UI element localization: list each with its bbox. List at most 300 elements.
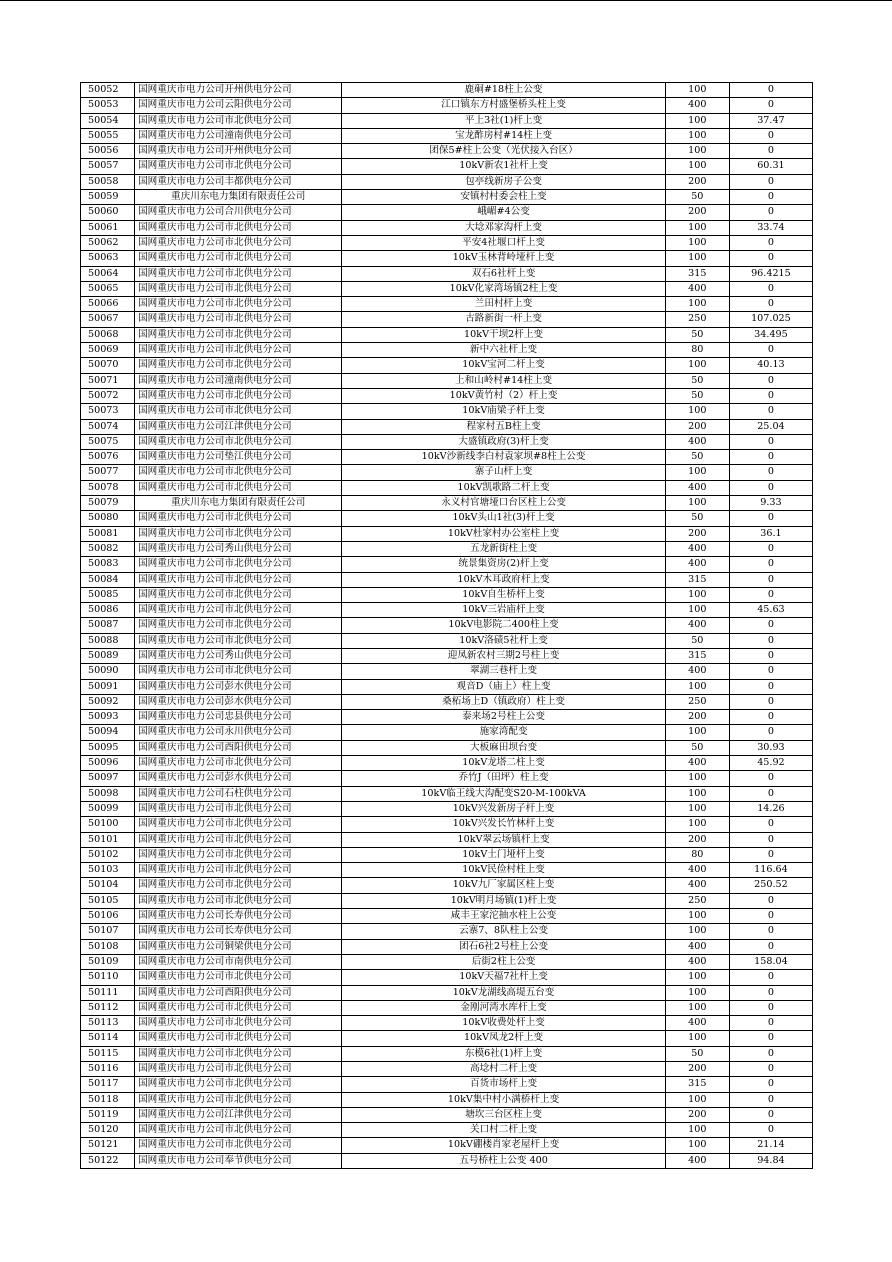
transformer-name-cell: 10kV兴发长竹林杆上变 bbox=[342, 817, 665, 832]
table-row bbox=[81, 480, 813, 495]
capacity-cell: 50 bbox=[665, 633, 729, 648]
company-cell: 国网重庆市电力公司市北供电分公司 bbox=[135, 1062, 342, 1077]
company-cell: 国网重庆市电力公司市北供电分公司 bbox=[135, 358, 342, 373]
table-row bbox=[81, 985, 813, 1000]
row-id-cell: 50086 bbox=[81, 603, 135, 618]
company-cell: 国网重庆市电力公司秀山供电分公司 bbox=[135, 648, 342, 663]
company-cell: 重庆川东电力集团有限责任公司 bbox=[135, 190, 342, 205]
row-id-cell: 50055 bbox=[81, 128, 135, 143]
capacity-cell: 100 bbox=[665, 1031, 729, 1046]
table-row bbox=[81, 939, 813, 954]
value-cell: 0 bbox=[729, 1092, 812, 1107]
value-cell: 0 bbox=[729, 190, 812, 205]
transformer-name-cell: 鹿硐#18柱上公变 bbox=[342, 83, 665, 98]
transformer-name-cell: 关口村二杆上变 bbox=[342, 1123, 665, 1138]
value-cell: 0 bbox=[729, 1046, 812, 1061]
table-row bbox=[81, 83, 813, 98]
transformer-name-cell: 迎凤新农村三期2号柱上变 bbox=[342, 648, 665, 663]
value-cell: 0 bbox=[729, 664, 812, 679]
row-id-cell: 50052 bbox=[81, 83, 135, 98]
company-cell: 国网重庆市电力公司市北供电分公司 bbox=[135, 1077, 342, 1092]
capacity-cell: 200 bbox=[665, 832, 729, 847]
row-id-cell: 50120 bbox=[81, 1123, 135, 1138]
transformer-name-cell: 程家村五B柱上变 bbox=[342, 419, 665, 434]
row-id-cell: 50076 bbox=[81, 450, 135, 465]
row-id-cell: 50073 bbox=[81, 404, 135, 419]
company-cell: 国网重庆市电力公司市北供电分公司 bbox=[135, 893, 342, 908]
table-row bbox=[81, 1016, 813, 1031]
row-id-cell: 50071 bbox=[81, 373, 135, 388]
row-id-cell: 50082 bbox=[81, 541, 135, 556]
company-cell: 国网重庆市电力公司彭水供电分公司 bbox=[135, 679, 342, 694]
transformer-name-cell: 10kV凤龙2杆上变 bbox=[342, 1031, 665, 1046]
table-row bbox=[81, 909, 813, 924]
row-id-cell: 50060 bbox=[81, 205, 135, 220]
table-row bbox=[81, 281, 813, 296]
capacity-cell: 250 bbox=[665, 893, 729, 908]
table-row bbox=[81, 358, 813, 373]
capacity-cell: 100 bbox=[665, 235, 729, 250]
capacity-cell: 100 bbox=[665, 358, 729, 373]
value-cell: 30.93 bbox=[729, 740, 812, 755]
transformer-name-cell: 10kV土门垭杆上变 bbox=[342, 847, 665, 862]
transformer-name-cell: 10kV明月场镇(1)杆上变 bbox=[342, 893, 665, 908]
table-row bbox=[81, 113, 813, 128]
row-id-cell: 50066 bbox=[81, 297, 135, 312]
table-row bbox=[81, 312, 813, 327]
row-id-cell: 50059 bbox=[81, 190, 135, 205]
table-row bbox=[81, 817, 813, 832]
value-cell: 34.495 bbox=[729, 327, 812, 342]
row-id-cell: 50108 bbox=[81, 939, 135, 954]
capacity-cell: 100 bbox=[665, 496, 729, 511]
value-cell: 60.31 bbox=[729, 159, 812, 174]
transformer-name-cell: 宝龙酢房村#14柱上变 bbox=[342, 128, 665, 143]
row-id-cell: 50063 bbox=[81, 251, 135, 266]
table-row bbox=[81, 174, 813, 189]
company-cell: 国网重庆市电力公司市北供电分公司 bbox=[135, 557, 342, 572]
transformer-name-cell: 大板麻田坝台变 bbox=[342, 740, 665, 755]
value-cell: 0 bbox=[729, 511, 812, 526]
table-row bbox=[81, 465, 813, 480]
capacity-cell: 80 bbox=[665, 343, 729, 358]
company-cell: 国网重庆市电力公司市北供电分公司 bbox=[135, 281, 342, 296]
row-id-cell: 50064 bbox=[81, 266, 135, 281]
table-row bbox=[81, 1046, 813, 1061]
row-id-cell: 50090 bbox=[81, 664, 135, 679]
table-row bbox=[81, 235, 813, 250]
transformer-name-cell: 10kV天福7社杆上变 bbox=[342, 970, 665, 985]
value-cell: 0 bbox=[729, 618, 812, 633]
value-cell: 37.47 bbox=[729, 113, 812, 128]
capacity-cell: 100 bbox=[665, 113, 729, 128]
table-row bbox=[81, 970, 813, 985]
value-cell: 0 bbox=[729, 893, 812, 908]
row-id-cell: 50053 bbox=[81, 98, 135, 113]
value-cell: 14.26 bbox=[729, 801, 812, 816]
table-row bbox=[81, 450, 813, 465]
value-cell: 0 bbox=[729, 144, 812, 159]
company-cell: 国网重庆市电力公司奉节供电分公司 bbox=[135, 1153, 342, 1168]
company-cell: 国网重庆市电力公司市北供电分公司 bbox=[135, 251, 342, 266]
table-row bbox=[81, 618, 813, 633]
transformer-name-cell: 10kV头山1社(3)杆上变 bbox=[342, 511, 665, 526]
row-id-cell: 50091 bbox=[81, 679, 135, 694]
transformer-name-cell: 10kV硼楼肖家老屋杆上变 bbox=[342, 1138, 665, 1153]
table-row bbox=[81, 725, 813, 740]
row-id-cell: 50069 bbox=[81, 343, 135, 358]
row-id-cell: 50106 bbox=[81, 909, 135, 924]
table-row bbox=[81, 1092, 813, 1107]
value-cell: 0 bbox=[729, 771, 812, 786]
capacity-cell: 100 bbox=[665, 1123, 729, 1138]
table-body bbox=[81, 83, 813, 1169]
capacity-cell: 200 bbox=[665, 526, 729, 541]
table-row bbox=[81, 266, 813, 281]
row-id-cell: 50122 bbox=[81, 1153, 135, 1168]
table-row bbox=[81, 1031, 813, 1046]
row-id-cell: 50121 bbox=[81, 1138, 135, 1153]
transformer-name-cell: 10kV新农1社杆上变 bbox=[342, 159, 665, 174]
row-id-cell: 50093 bbox=[81, 710, 135, 725]
row-id-cell: 50114 bbox=[81, 1031, 135, 1046]
value-cell: 0 bbox=[729, 924, 812, 939]
transformer-name-cell: 兰田村杆上变 bbox=[342, 297, 665, 312]
company-cell: 国网重庆市电力公司市北供电分公司 bbox=[135, 159, 342, 174]
transformer-name-cell: 团石6社2号柱上公变 bbox=[342, 939, 665, 954]
transformer-name-cell: 后街2柱上公变 bbox=[342, 954, 665, 969]
row-id-cell: 50067 bbox=[81, 312, 135, 327]
row-id-cell: 50096 bbox=[81, 756, 135, 771]
transformer-name-cell: 乔竹J（田坪）柱上变 bbox=[342, 771, 665, 786]
company-cell: 国网重庆市电力公司市北供电分公司 bbox=[135, 832, 342, 847]
value-cell: 0 bbox=[729, 1000, 812, 1015]
value-cell: 94.84 bbox=[729, 1153, 812, 1168]
transformer-name-cell: 10kV龙塔二柱上变 bbox=[342, 756, 665, 771]
transformer-name-cell: 10kV凯歌路二杆上变 bbox=[342, 480, 665, 495]
row-id-cell: 50107 bbox=[81, 924, 135, 939]
company-cell: 国网重庆市电力公司市北供电分公司 bbox=[135, 297, 342, 312]
table-row bbox=[81, 924, 813, 939]
company-cell: 国网重庆市电力公司江津供电分公司 bbox=[135, 1107, 342, 1122]
row-id-cell: 50089 bbox=[81, 648, 135, 663]
value-cell: 21.14 bbox=[729, 1138, 812, 1153]
company-cell: 国网重庆市电力公司市北供电分公司 bbox=[135, 511, 342, 526]
transformer-name-cell: 寨子山杆上变 bbox=[342, 465, 665, 480]
row-id-cell: 50097 bbox=[81, 771, 135, 786]
transformer-name-cell: 10kV沙新线李白村袁家坝#8柱上公变 bbox=[342, 450, 665, 465]
row-id-cell: 50074 bbox=[81, 419, 135, 434]
row-id-cell: 50075 bbox=[81, 434, 135, 449]
table-row bbox=[81, 801, 813, 816]
value-cell: 0 bbox=[729, 450, 812, 465]
value-cell: 96.4215 bbox=[729, 266, 812, 281]
table-row bbox=[81, 587, 813, 602]
row-id-cell: 50109 bbox=[81, 954, 135, 969]
table-row bbox=[81, 893, 813, 908]
capacity-cell: 50 bbox=[665, 388, 729, 403]
transformer-name-cell: 统景集资房(2)杆上变 bbox=[342, 557, 665, 572]
value-cell: 0 bbox=[729, 128, 812, 143]
value-cell: 36.1 bbox=[729, 526, 812, 541]
transformer-name-cell: 10kV黄竹村（2）杆上变 bbox=[342, 388, 665, 403]
row-id-cell: 50105 bbox=[81, 893, 135, 908]
company-cell: 国网重庆市电力公司市北供电分公司 bbox=[135, 1123, 342, 1138]
company-cell: 国网重庆市电力公司市北供电分公司 bbox=[135, 220, 342, 235]
capacity-cell: 200 bbox=[665, 174, 729, 189]
capacity-cell: 200 bbox=[665, 1107, 729, 1122]
capacity-cell: 400 bbox=[665, 756, 729, 771]
table-row bbox=[81, 572, 813, 587]
table-row bbox=[81, 878, 813, 893]
table-row bbox=[81, 1153, 813, 1168]
capacity-cell: 315 bbox=[665, 648, 729, 663]
company-cell: 国网重庆市电力公司铜梁供电分公司 bbox=[135, 939, 342, 954]
company-cell: 国网重庆市电力公司市南供电分公司 bbox=[135, 954, 342, 969]
table-row bbox=[81, 128, 813, 143]
company-cell: 国网重庆市电力公司市北供电分公司 bbox=[135, 312, 342, 327]
company-cell: 国网重庆市电力公司彭水供电分公司 bbox=[135, 771, 342, 786]
transformer-name-cell: 安镇村村委会柱上变 bbox=[342, 190, 665, 205]
table-row bbox=[81, 251, 813, 266]
capacity-cell: 100 bbox=[665, 909, 729, 924]
row-id-cell: 50084 bbox=[81, 572, 135, 587]
table-row bbox=[81, 496, 813, 511]
value-cell: 0 bbox=[729, 633, 812, 648]
table-row bbox=[81, 343, 813, 358]
company-cell: 国网重庆市电力公司市北供电分公司 bbox=[135, 235, 342, 250]
capacity-cell: 100 bbox=[665, 1092, 729, 1107]
capacity-cell: 250 bbox=[665, 312, 729, 327]
capacity-cell: 200 bbox=[665, 205, 729, 220]
row-id-cell: 50072 bbox=[81, 388, 135, 403]
table-row bbox=[81, 327, 813, 342]
capacity-cell: 400 bbox=[665, 954, 729, 969]
table-row bbox=[81, 98, 813, 113]
table-row bbox=[81, 1062, 813, 1077]
row-id-cell: 50098 bbox=[81, 786, 135, 801]
row-id-cell: 50103 bbox=[81, 863, 135, 878]
value-cell: 0 bbox=[729, 786, 812, 801]
transformer-name-cell: 江口镇东方村盛堡桥头柱上变 bbox=[342, 98, 665, 113]
transformer-name-cell: 金刚河湾水库杆上变 bbox=[342, 1000, 665, 1015]
company-cell: 国网重庆市电力公司丰都供电分公司 bbox=[135, 174, 342, 189]
row-id-cell: 50058 bbox=[81, 174, 135, 189]
company-cell: 国网重庆市电力公司市北供电分公司 bbox=[135, 1016, 342, 1031]
table-row bbox=[81, 847, 813, 862]
transformer-name-cell: 百货市场杆上变 bbox=[342, 1077, 665, 1092]
company-cell: 国网重庆市电力公司云阳供电分公司 bbox=[135, 98, 342, 113]
capacity-cell: 400 bbox=[665, 434, 729, 449]
row-id-cell: 50117 bbox=[81, 1077, 135, 1092]
company-cell: 国网重庆市电力公司市北供电分公司 bbox=[135, 664, 342, 679]
company-cell: 国网重庆市电力公司长寿供电分公司 bbox=[135, 909, 342, 924]
company-cell: 国网重庆市电力公司长寿供电分公司 bbox=[135, 924, 342, 939]
table-row bbox=[81, 832, 813, 847]
capacity-cell: 100 bbox=[665, 771, 729, 786]
company-cell: 国网重庆市电力公司市北供电分公司 bbox=[135, 970, 342, 985]
value-cell: 0 bbox=[729, 388, 812, 403]
transformer-name-cell: 泰来场2号柱上公变 bbox=[342, 710, 665, 725]
company-cell: 国网重庆市电力公司市北供电分公司 bbox=[135, 756, 342, 771]
row-id-cell: 50119 bbox=[81, 1107, 135, 1122]
table-row bbox=[81, 557, 813, 572]
transformer-name-cell: 大盛镇政府(3)杆上变 bbox=[342, 434, 665, 449]
transformer-name-cell: 10kV木耳政府杆上变 bbox=[342, 572, 665, 587]
value-cell: 45.92 bbox=[729, 756, 812, 771]
transformer-name-cell: 10kV洛碛5社杆上变 bbox=[342, 633, 665, 648]
company-cell: 国网重庆市电力公司市北供电分公司 bbox=[135, 801, 342, 816]
transformer-name-cell: 施家湾配变 bbox=[342, 725, 665, 740]
value-cell: 0 bbox=[729, 939, 812, 954]
table-row bbox=[81, 511, 813, 526]
transformer-name-cell: 咸丰王家沱抽水柱上公变 bbox=[342, 909, 665, 924]
company-cell: 国网重庆市电力公司市北供电分公司 bbox=[135, 863, 342, 878]
capacity-cell: 50 bbox=[665, 373, 729, 388]
company-cell: 国网重庆市电力公司市北供电分公司 bbox=[135, 1031, 342, 1046]
capacity-cell: 100 bbox=[665, 83, 729, 98]
company-cell: 重庆川东电力集团有限责任公司 bbox=[135, 496, 342, 511]
row-id-cell: 50112 bbox=[81, 1000, 135, 1015]
transformer-name-cell: 10kV杜家村办公室柱上变 bbox=[342, 526, 665, 541]
row-id-cell: 50115 bbox=[81, 1046, 135, 1061]
capacity-cell: 400 bbox=[665, 281, 729, 296]
company-cell: 国网重庆市电力公司市北供电分公司 bbox=[135, 113, 342, 128]
value-cell: 0 bbox=[729, 281, 812, 296]
capacity-cell: 400 bbox=[665, 939, 729, 954]
table-row bbox=[81, 1000, 813, 1015]
table-row bbox=[81, 388, 813, 403]
table-row bbox=[81, 419, 813, 434]
transformer-name-cell: 永义村官塘垭口台区柱上公变 bbox=[342, 496, 665, 511]
value-cell: 116.64 bbox=[729, 863, 812, 878]
value-cell: 0 bbox=[729, 297, 812, 312]
transformer-name-cell: 10kV临王线大沟配变S20-M-100kVA bbox=[342, 786, 665, 801]
row-id-cell: 50062 bbox=[81, 235, 135, 250]
capacity-cell: 315 bbox=[665, 1077, 729, 1092]
capacity-cell: 400 bbox=[665, 557, 729, 572]
capacity-cell: 400 bbox=[665, 664, 729, 679]
value-cell: 0 bbox=[729, 710, 812, 725]
table-row bbox=[81, 603, 813, 618]
transformer-name-cell: 古路新街一杆上变 bbox=[342, 312, 665, 327]
capacity-cell: 250 bbox=[665, 694, 729, 709]
value-cell: 0 bbox=[729, 465, 812, 480]
value-cell: 0 bbox=[729, 679, 812, 694]
transformer-name-cell: 10kV庙梁子杆上变 bbox=[342, 404, 665, 419]
company-cell: 国网重庆市电力公司永川供电分公司 bbox=[135, 725, 342, 740]
company-cell: 国网重庆市电力公司市北供电分公司 bbox=[135, 587, 342, 602]
value-cell: 0 bbox=[729, 648, 812, 663]
transformer-name-cell: 10kV收费处杆上变 bbox=[342, 1016, 665, 1031]
table-row bbox=[81, 954, 813, 969]
table-row bbox=[81, 159, 813, 174]
row-id-cell: 50057 bbox=[81, 159, 135, 174]
value-cell: 0 bbox=[729, 725, 812, 740]
transformer-name-cell: 10kV集中村小满桥杆上变 bbox=[342, 1092, 665, 1107]
capacity-cell: 100 bbox=[665, 159, 729, 174]
company-cell: 国网重庆市电力公司忠县供电分公司 bbox=[135, 710, 342, 725]
row-id-cell: 50056 bbox=[81, 144, 135, 159]
capacity-cell: 400 bbox=[665, 863, 729, 878]
transformer-name-cell: 新中六社杆上变 bbox=[342, 343, 665, 358]
capacity-cell: 315 bbox=[665, 266, 729, 281]
capacity-cell: 50 bbox=[665, 740, 729, 755]
capacity-cell: 100 bbox=[665, 1000, 729, 1015]
row-id-cell: 50118 bbox=[81, 1092, 135, 1107]
row-id-cell: 50100 bbox=[81, 817, 135, 832]
company-cell: 国网重庆市电力公司潼南供电分公司 bbox=[135, 128, 342, 143]
value-cell: 0 bbox=[729, 1077, 812, 1092]
row-id-cell: 50065 bbox=[81, 281, 135, 296]
transformer-name-cell: 观音D（庙上）柱上变 bbox=[342, 679, 665, 694]
row-id-cell: 50080 bbox=[81, 511, 135, 526]
company-cell: 国网重庆市电力公司市北供电分公司 bbox=[135, 266, 342, 281]
transformer-name-cell: 10kV龙湖线高堤五台变 bbox=[342, 985, 665, 1000]
capacity-cell: 200 bbox=[665, 419, 729, 434]
value-cell: 0 bbox=[729, 572, 812, 587]
capacity-cell: 315 bbox=[665, 572, 729, 587]
row-id-cell: 50079 bbox=[81, 496, 135, 511]
table-row bbox=[81, 190, 813, 205]
row-id-cell: 50077 bbox=[81, 465, 135, 480]
capacity-cell: 400 bbox=[665, 98, 729, 113]
capacity-cell: 400 bbox=[665, 541, 729, 556]
value-cell: 0 bbox=[729, 1062, 812, 1077]
transformer-name-cell: 桑柘场上D（镇政府）柱上变 bbox=[342, 694, 665, 709]
company-cell: 国网重庆市电力公司市北供电分公司 bbox=[135, 817, 342, 832]
table-row bbox=[81, 863, 813, 878]
table-row bbox=[81, 694, 813, 709]
value-cell: 107.025 bbox=[729, 312, 812, 327]
transformer-table bbox=[80, 82, 813, 1169]
transformer-name-cell: 上和山岭村#14柱上变 bbox=[342, 373, 665, 388]
value-cell: 0 bbox=[729, 970, 812, 985]
company-cell: 国网重庆市电力公司潼南供电分公司 bbox=[135, 373, 342, 388]
transformer-name-cell: 10kV兴发新房子杆上变 bbox=[342, 801, 665, 816]
company-cell: 国网重庆市电力公司市北供电分公司 bbox=[135, 434, 342, 449]
capacity-cell: 100 bbox=[665, 465, 729, 480]
transformer-name-cell: 高埝村二杆上变 bbox=[342, 1062, 665, 1077]
table-row bbox=[81, 144, 813, 159]
transformer-name-cell: 10kV宝河二杆上变 bbox=[342, 358, 665, 373]
transformer-name-cell: 10kV化家湾场镇2柱上变 bbox=[342, 281, 665, 296]
capacity-cell: 200 bbox=[665, 1062, 729, 1077]
company-cell: 国网重庆市电力公司开州供电分公司 bbox=[135, 83, 342, 98]
company-cell: 国网重庆市电力公司市北供电分公司 bbox=[135, 1046, 342, 1061]
table-row bbox=[81, 373, 813, 388]
capacity-cell: 100 bbox=[665, 128, 729, 143]
capacity-cell: 50 bbox=[665, 1046, 729, 1061]
row-id-cell: 50113 bbox=[81, 1016, 135, 1031]
row-id-cell: 50078 bbox=[81, 480, 135, 495]
value-cell: 25.04 bbox=[729, 419, 812, 434]
company-cell: 国网重庆市电力公司彭水供电分公司 bbox=[135, 694, 342, 709]
value-cell: 0 bbox=[729, 909, 812, 924]
row-id-cell: 50087 bbox=[81, 618, 135, 633]
transformer-name-cell: 10kV玉林背岭垭杆上变 bbox=[342, 251, 665, 266]
capacity-cell: 100 bbox=[665, 587, 729, 602]
capacity-cell: 50 bbox=[665, 190, 729, 205]
value-cell: 0 bbox=[729, 832, 812, 847]
transformer-name-cell: 五龙新街柱上变 bbox=[342, 541, 665, 556]
value-cell: 9.33 bbox=[729, 496, 812, 511]
table-row bbox=[81, 710, 813, 725]
capacity-cell: 400 bbox=[665, 618, 729, 633]
row-id-cell: 50111 bbox=[81, 985, 135, 1000]
row-id-cell: 50104 bbox=[81, 878, 135, 893]
transformer-name-cell: 塘坎三台区柱上变 bbox=[342, 1107, 665, 1122]
